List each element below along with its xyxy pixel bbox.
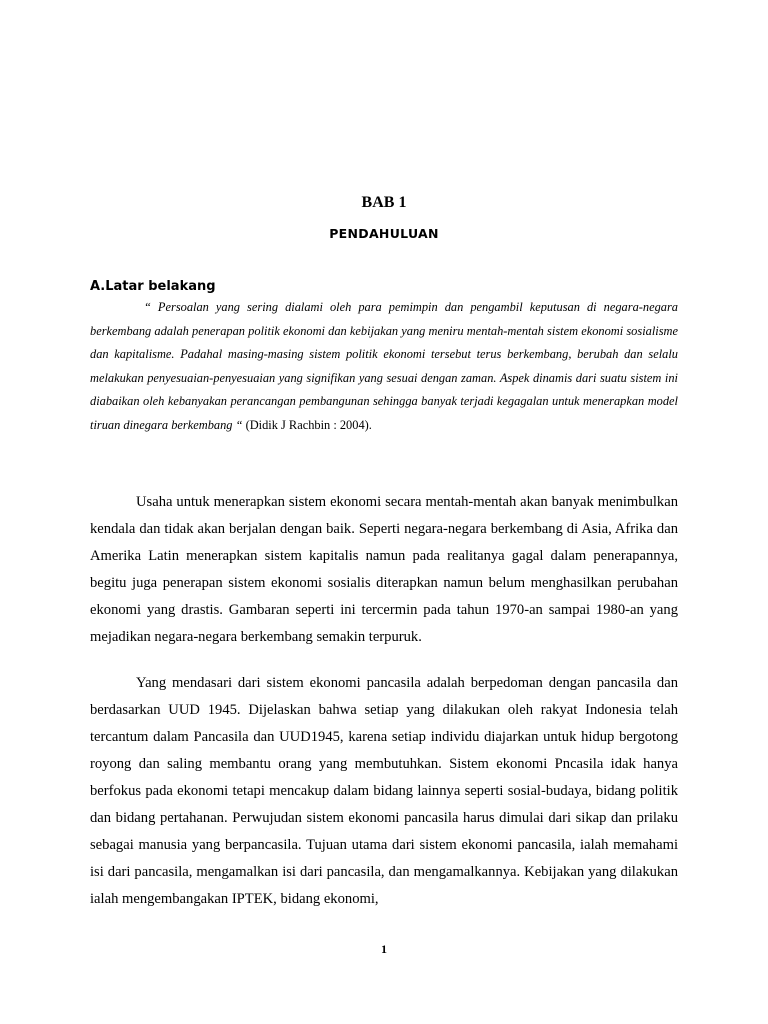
chapter-subtitle: PENDAHULUAN: [329, 226, 439, 241]
section-heading: A.Latar belakang: [90, 279, 216, 294]
chapter-title: BAB 1: [361, 194, 407, 211]
page-number: 1: [381, 942, 387, 956]
block-quote: [90, 296, 678, 437]
quote-citation: (Didik J Rachbin : 2004).: [242, 417, 372, 432]
body-paragraph: Usaha untuk menerapkan sistem ekonomi secara mentah-mentah akan banyak menimbulkan kendala dan tidak akan berjalan dengan baik. Seperti negara-negara berkembang di Asia, Afrika dan Amerika Latin menerapkan sistem kapitalis namun pada realitanya gagal dalam penerapannya, begitu juga penerapan sistem ekonomi sosialis diterapkan namun belum menghasilkan perubahan ekonomi yang drastis. Gambaran seperti ini tercermin pada tahun 1970-an sampai 1980-an yang mejadikan negara-negara berkembang semakin terpuruk.: [90, 494, 678, 645]
quote-text: “ Persoalan yang sering dialami oleh para pemimpin dan pengambil keputusan di negara-negara berkembang adalah penerapan politik ekonomi dan kebijakan yang meniru mentah-mentah sistem ekonomi sosialisme dan kapitalisme. Padahal masing-masing sistem politik ekonomi tersebut terus berkembang, berubah dan selalu melakukan penyesuaian-penyesuaian yang signifikan yang sesuai dengan zaman. Aspek dinamis dari suatu sistem ini diabaikan oleh kebanyakan perancangan pembangunan sehingga banyak terjadi kegagalan untuk menerapkan model tiruan dinegara berkembang “: [90, 300, 678, 432]
body-paragraph: Yang mendasari dari sistem ekonomi pancasila adalah berpedoman dengan pancasila dan berdasarkan UUD 1945. Dijelaskan bahwa setiap yang dilakukan oleh rakyat Indonesia telah tercantum dalam Pancasila dan UUD1945, karena setiap individu diajarkan untuk hidup bergotong royong dan saling membantu orang yang membutuhkan. Sistem ekonomi Pncasila idak hanya berfokus pada ekonomi tetapi mencakup dalam bidang lainnya seperti sosial-budaya, bidang politik dan bidang pertahanan. Perwujudan sistem ekonomi pancasila harus dimulai dari sikap dan prilaku sebagai manusia yang berpancasila. Tujuan utama dari sistem ekonomi pancasila, ialah memahami isi dari pancasila, mengamalkan isi dari pancasila, dan mengamalkannya. Kebijakan yang dilakukan ialah mengembangakan IPTEK, bidang ekonomi,: [90, 675, 678, 907]
